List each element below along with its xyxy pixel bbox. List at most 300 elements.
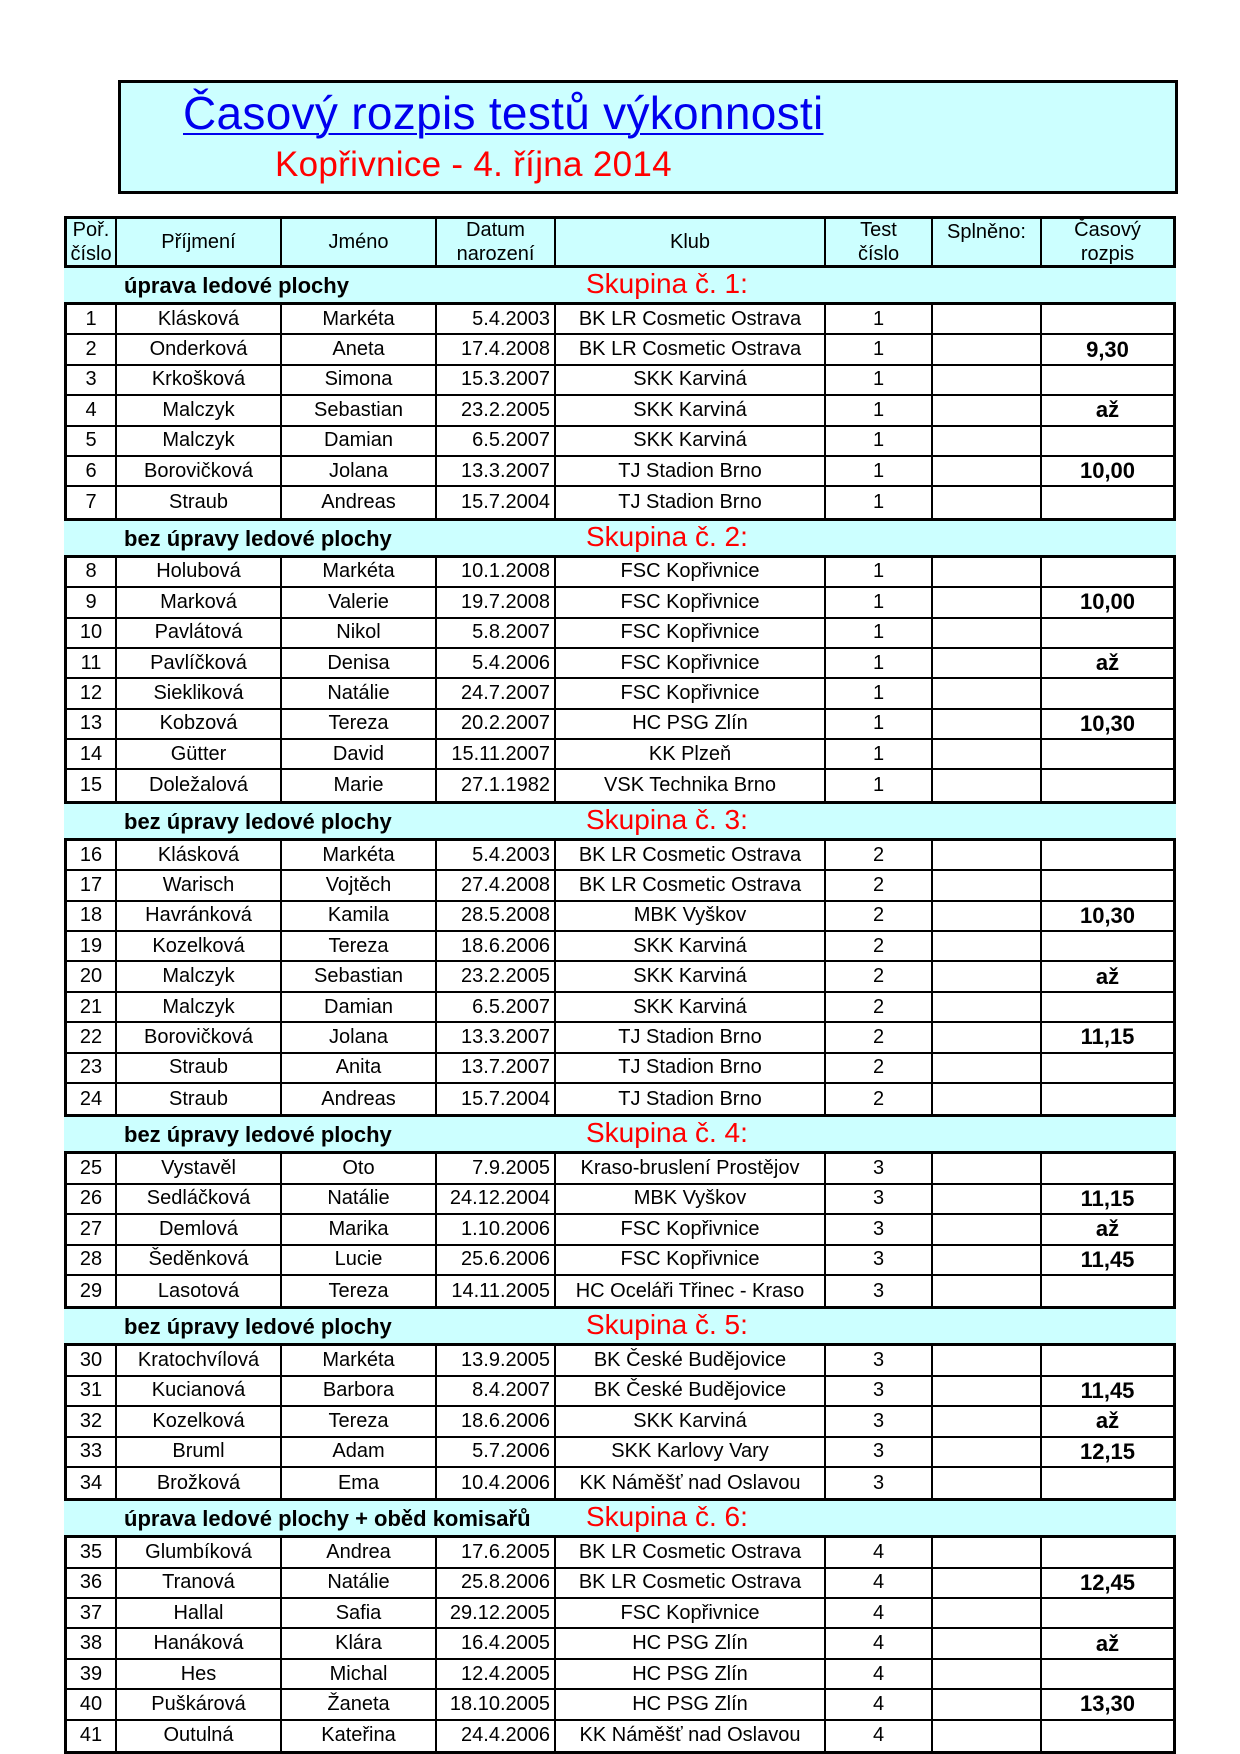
cell-club: HC Oceláři Třinec - Kraso <box>556 1276 826 1306</box>
cell-order-number: 4 <box>67 396 117 424</box>
group-name: Skupina č. 4: <box>586 1117 748 1149</box>
cell-surname: Tranová <box>117 1569 282 1597</box>
cell-club: BK LR Cosmetic Ostrava <box>556 871 826 899</box>
cell-completed <box>933 1660 1042 1688</box>
cell-completed <box>933 679 1042 707</box>
cell-club: KK Náměšť nad Oslavou <box>556 1721 826 1751</box>
cell-date-of-birth: 17.4.2008 <box>437 335 556 363</box>
table-row <box>67 1660 1173 1690</box>
table-row <box>67 1246 1173 1276</box>
cell-club: TJ Stadion Brno <box>556 1054 826 1082</box>
cell-surname: Pavlíčková <box>117 649 282 677</box>
cell-completed <box>933 1407 1042 1435</box>
cell-completed <box>933 1346 1042 1374</box>
cell-surname: Malczyk <box>117 396 282 424</box>
cell-order-number: 9 <box>67 588 117 616</box>
cell-surname: Straub <box>117 487 282 517</box>
cell-test-number: 3 <box>826 1468 933 1498</box>
cell-surname: Holubová <box>117 558 282 586</box>
cell-date-of-birth: 28.5.2008 <box>437 902 556 930</box>
cell-test-number: 4 <box>826 1629 933 1657</box>
cell-club: SKK Karviná <box>556 993 826 1021</box>
cell-surname: Glumbíková <box>117 1538 282 1566</box>
cell-club: BK LR Cosmetic Ostrava <box>556 841 826 869</box>
cell-time-schedule <box>1042 1084 1173 1114</box>
cell-completed <box>933 1084 1042 1114</box>
cell-order-number: 15 <box>67 770 117 800</box>
cell-time-schedule <box>1042 487 1173 517</box>
cell-test-number: 4 <box>826 1660 933 1688</box>
cell-order-number: 38 <box>67 1629 117 1657</box>
cell-surname: Kratochvílová <box>117 1346 282 1374</box>
cell-test-number: 4 <box>826 1569 933 1597</box>
cell-surname: Gütter <box>117 740 282 768</box>
cell-test-number: 3 <box>826 1276 933 1306</box>
cell-time-schedule: 11,15 <box>1080 1024 1135 1050</box>
cell-club: FSC Kopřivnice <box>556 558 826 586</box>
cell-time-schedule: až <box>1095 1408 1120 1434</box>
cell-test-number: 2 <box>826 1023 933 1051</box>
cell-order-number: 39 <box>67 1660 117 1688</box>
cell-completed <box>933 1468 1042 1498</box>
cell-test-number: 2 <box>826 1084 933 1114</box>
cell-time-schedule: 10,00 <box>1079 589 1136 615</box>
cell-order-number: 14 <box>67 740 117 768</box>
cell-completed <box>933 427 1042 455</box>
group-name: Skupina č. 5: <box>586 1309 748 1341</box>
cell-test-number: 3 <box>826 1154 933 1182</box>
cell-time-schedule: 11,45 <box>1080 1246 1135 1272</box>
cell-completed <box>933 932 1042 960</box>
cell-order-number: 10 <box>67 619 117 647</box>
cell-first-name: Kateřina <box>282 1721 437 1751</box>
cell-order-number: 27 <box>67 1215 117 1243</box>
cell-date-of-birth: 15.11.2007 <box>437 740 556 768</box>
group-header <box>64 1501 1176 1535</box>
group-ice-note: bez úpravy ledové plochy <box>124 808 392 834</box>
cell-club: FSC Kopřivnice <box>556 1599 826 1627</box>
cell-completed <box>933 588 1042 616</box>
cell-date-of-birth: 18.6.2006 <box>437 932 556 960</box>
cell-club: SKK Karviná <box>556 962 826 990</box>
cell-test-number: 3 <box>826 1377 933 1405</box>
cell-first-name: Barbora <box>282 1377 437 1405</box>
cell-test-number: 2 <box>826 993 933 1021</box>
group-name: Skupina č. 1: <box>586 268 748 299</box>
cell-completed <box>933 740 1042 768</box>
cell-first-name: Lucie <box>282 1246 437 1274</box>
group-ice-note: úprava ledové plochy + oběd komisařů <box>124 1506 531 1532</box>
cell-completed <box>933 1054 1042 1082</box>
cell-club: TJ Stadion Brno <box>556 1023 826 1051</box>
cell-time-schedule: až <box>1095 1630 1120 1656</box>
cell-order-number: 3 <box>67 366 117 394</box>
cell-order-number: 19 <box>67 932 117 960</box>
group-table <box>64 838 1176 1118</box>
cell-date-of-birth: 25.8.2006 <box>437 1569 556 1597</box>
cell-time-schedule <box>1042 427 1173 455</box>
cell-completed <box>933 649 1042 677</box>
cell-time-schedule <box>1042 740 1173 768</box>
table-row <box>67 649 1173 679</box>
cell-club: Kraso-bruslení Prostějov <box>556 1154 826 1182</box>
cell-completed <box>933 1569 1042 1597</box>
cell-order-number: 11 <box>67 649 117 677</box>
cell-order-number: 28 <box>67 1246 117 1274</box>
table-row <box>67 1690 1173 1720</box>
cell-test-number: 1 <box>826 740 933 768</box>
cell-time-schedule <box>1042 679 1173 707</box>
group-list <box>64 268 1176 1754</box>
cell-club: SKK Karlovy Vary <box>556 1438 826 1466</box>
cell-first-name: Markéta <box>282 841 437 869</box>
cell-club: HC PSG Zlín <box>556 1629 826 1657</box>
cell-test-number: 4 <box>826 1599 933 1627</box>
cell-completed <box>933 396 1042 424</box>
cell-date-of-birth: 25.6.2006 <box>437 1246 556 1274</box>
cell-date-of-birth: 29.12.2005 <box>437 1599 556 1627</box>
cell-completed <box>933 1023 1042 1051</box>
cell-surname: Šeděnková <box>117 1246 282 1274</box>
cell-test-number: 2 <box>826 1054 933 1082</box>
cell-completed <box>933 902 1042 930</box>
cell-completed <box>933 457 1042 485</box>
cell-time-schedule: 12,15 <box>1079 1438 1136 1464</box>
cell-first-name: Tereza <box>282 1276 437 1306</box>
cell-order-number: 26 <box>67 1185 117 1213</box>
header-surname: Příjmení <box>117 219 282 265</box>
cell-first-name: Natálie <box>282 1185 437 1213</box>
table-row <box>67 457 1173 487</box>
cell-completed <box>933 770 1042 800</box>
cell-club: TJ Stadion Brno <box>556 457 826 485</box>
cell-first-name: Markéta <box>282 558 437 586</box>
table-row <box>67 1468 1173 1498</box>
cell-completed <box>933 1438 1042 1466</box>
cell-first-name: Markéta <box>282 305 437 333</box>
cell-club: KK Plzeň <box>556 740 826 768</box>
cell-completed <box>933 1185 1042 1213</box>
table-row <box>67 1054 1173 1084</box>
cell-date-of-birth: 27.1.1982 <box>437 770 556 800</box>
cell-date-of-birth: 1.10.2006 <box>437 1215 556 1243</box>
cell-time-schedule <box>1042 1468 1173 1498</box>
cell-first-name: Markéta <box>282 1346 437 1374</box>
cell-test-number: 1 <box>826 366 933 394</box>
cell-test-number: 4 <box>826 1690 933 1718</box>
cell-completed <box>933 619 1042 647</box>
cell-completed <box>933 1276 1042 1306</box>
cell-date-of-birth: 27.4.2008 <box>437 871 556 899</box>
cell-surname: Straub <box>117 1084 282 1114</box>
cell-order-number: 20 <box>67 962 117 990</box>
group-name: Skupina č. 6: <box>586 1501 748 1533</box>
cell-date-of-birth: 10.1.2008 <box>437 558 556 586</box>
group-table <box>64 555 1176 804</box>
cell-order-number: 33 <box>67 1438 117 1466</box>
table-row <box>67 487 1173 517</box>
cell-test-number: 1 <box>826 558 933 586</box>
cell-completed <box>933 366 1042 394</box>
cell-date-of-birth: 5.7.2006 <box>437 1438 556 1466</box>
cell-surname: Puškárová <box>117 1690 282 1718</box>
cell-time-schedule <box>1042 1538 1173 1566</box>
cell-order-number: 13 <box>67 710 117 738</box>
table-row <box>67 1629 1173 1659</box>
cell-test-number: 1 <box>826 770 933 800</box>
cell-date-of-birth: 5.4.2003 <box>437 841 556 869</box>
cell-first-name: Nikol <box>282 619 437 647</box>
cell-time-schedule: 10,30 <box>1079 710 1136 736</box>
cell-first-name: Michal <box>282 1660 437 1688</box>
cell-date-of-birth: 10.4.2006 <box>437 1468 556 1498</box>
cell-date-of-birth: 23.2.2005 <box>437 396 556 424</box>
cell-surname: Siekliková <box>117 679 282 707</box>
cell-surname: Outulná <box>117 1721 282 1751</box>
table-row <box>67 366 1173 396</box>
cell-surname: Bruml <box>117 1438 282 1466</box>
cell-order-number: 32 <box>67 1407 117 1435</box>
cell-time-schedule: 11,45 <box>1080 1377 1135 1403</box>
cell-club: SKK Karviná <box>556 1407 826 1435</box>
cell-order-number: 6 <box>67 457 117 485</box>
cell-first-name: Andrea <box>282 1538 437 1566</box>
cell-first-name: Andreas <box>282 487 437 517</box>
cell-time-schedule <box>1042 366 1173 394</box>
cell-completed <box>933 487 1042 517</box>
cell-date-of-birth: 13.3.2007 <box>437 1023 556 1051</box>
cell-order-number: 25 <box>67 1154 117 1182</box>
cell-order-number: 24 <box>67 1084 117 1114</box>
cell-first-name: Safia <box>282 1599 437 1627</box>
table-row <box>67 993 1173 1023</box>
cell-surname: Havránková <box>117 902 282 930</box>
cell-time-schedule <box>1042 841 1173 869</box>
cell-time-schedule: až <box>1095 963 1120 989</box>
cell-club: FSC Kopřivnice <box>556 588 826 616</box>
group-header <box>64 1117 1176 1151</box>
cell-surname: Hallal <box>117 1599 282 1627</box>
cell-time-schedule: až <box>1095 397 1120 423</box>
cell-date-of-birth: 6.5.2007 <box>437 427 556 455</box>
cell-time-schedule <box>1042 558 1173 586</box>
cell-test-number: 1 <box>826 619 933 647</box>
table-row <box>67 1538 1173 1568</box>
cell-test-number: 2 <box>826 962 933 990</box>
cell-order-number: 7 <box>67 487 117 517</box>
cell-club: TJ Stadion Brno <box>556 1084 826 1114</box>
cell-first-name: Oto <box>282 1154 437 1182</box>
group-ice-note: bez úpravy ledové plochy <box>124 525 392 551</box>
table-row <box>67 305 1173 335</box>
cell-date-of-birth: 13.9.2005 <box>437 1346 556 1374</box>
cell-first-name: Vojtěch <box>282 871 437 899</box>
cell-time-schedule: až <box>1095 1216 1120 1242</box>
cell-test-number: 3 <box>826 1346 933 1374</box>
group-name: Skupina č. 3: <box>586 803 748 835</box>
table-row <box>67 588 1173 618</box>
cell-surname: Hanáková <box>117 1629 282 1657</box>
cell-first-name: Damian <box>282 993 437 1021</box>
cell-time-schedule <box>1042 1154 1173 1182</box>
cell-first-name: Klára <box>282 1629 437 1657</box>
cell-surname: Kobzová <box>117 710 282 738</box>
cell-surname: Malczyk <box>117 993 282 1021</box>
cell-first-name: Sebastian <box>282 962 437 990</box>
cell-test-number: 2 <box>826 902 933 930</box>
cell-surname: Demlová <box>117 1215 282 1243</box>
group-table <box>64 1535 1176 1754</box>
document-title[interactable]: Časový rozpis testů výkonnosti <box>183 87 824 139</box>
cell-first-name: Kamila <box>282 902 437 930</box>
cell-test-number: 3 <box>826 1215 933 1243</box>
cell-completed <box>933 305 1042 333</box>
table-row <box>67 396 1173 426</box>
table-row <box>67 1377 1173 1407</box>
cell-date-of-birth: 8.4.2007 <box>437 1377 556 1405</box>
header-completed: Splněno: <box>933 219 1042 265</box>
cell-surname: Onderková <box>117 335 282 363</box>
cell-test-number: 1 <box>826 710 933 738</box>
cell-club: BK České Budějovice <box>556 1346 826 1374</box>
cell-surname: Kozelková <box>117 932 282 960</box>
cell-surname: Malczyk <box>117 427 282 455</box>
cell-test-number: 2 <box>826 932 933 960</box>
cell-completed <box>933 962 1042 990</box>
table-row <box>67 932 1173 962</box>
cell-club: SKK Karviná <box>556 932 826 960</box>
cell-date-of-birth: 6.5.2007 <box>437 993 556 1021</box>
cell-order-number: 5 <box>67 427 117 455</box>
cell-first-name: Adam <box>282 1438 437 1466</box>
cell-test-number: 3 <box>826 1185 933 1213</box>
cell-test-number: 2 <box>826 871 933 899</box>
cell-completed <box>933 1629 1042 1657</box>
cell-completed <box>933 993 1042 1021</box>
cell-date-of-birth: 13.7.2007 <box>437 1054 556 1082</box>
cell-first-name: Jolana <box>282 457 437 485</box>
cell-date-of-birth: 18.10.2005 <box>437 1690 556 1718</box>
cell-time-schedule <box>1042 1721 1173 1751</box>
cell-time-schedule <box>1042 1599 1173 1627</box>
cell-first-name: Simona <box>282 366 437 394</box>
cell-club: FSC Kopřivnice <box>556 679 826 707</box>
cell-club: KK Náměšť nad Oslavou <box>556 1468 826 1498</box>
cell-test-number: 3 <box>826 1407 933 1435</box>
cell-order-number: 30 <box>67 1346 117 1374</box>
table-row <box>67 1346 1173 1376</box>
cell-order-number: 41 <box>67 1721 117 1751</box>
cell-date-of-birth: 14.11.2005 <box>437 1276 556 1306</box>
cell-date-of-birth: 15.3.2007 <box>437 366 556 394</box>
group-table <box>64 1343 1176 1501</box>
cell-order-number: 34 <box>67 1468 117 1498</box>
cell-first-name: Valerie <box>282 588 437 616</box>
document-subtitle: Kopřivnice - 4. října 2014 <box>275 145 672 184</box>
cell-time-schedule: 9,30 <box>1086 336 1129 362</box>
cell-time-schedule <box>1042 770 1173 800</box>
cell-club: MBK Vyškov <box>556 902 826 930</box>
cell-time-schedule: 10,30 <box>1079 902 1136 928</box>
header-time-schedule: Časový rozpis <box>1074 219 1141 265</box>
cell-surname: Vystavěl <box>117 1154 282 1182</box>
cell-first-name: Aneta <box>282 335 437 363</box>
cell-time-schedule <box>1042 1276 1173 1306</box>
cell-test-number: 1 <box>826 305 933 333</box>
cell-date-of-birth: 19.7.2008 <box>437 588 556 616</box>
group-name: Skupina č. 2: <box>586 520 748 552</box>
table-row <box>67 619 1173 649</box>
table-row <box>67 1023 1173 1053</box>
cell-first-name: Tereza <box>282 710 437 738</box>
cell-club: FSC Kopřivnice <box>556 649 826 677</box>
cell-test-number: 1 <box>826 396 933 424</box>
cell-test-number: 1 <box>826 588 933 616</box>
cell-time-schedule: 10,00 <box>1079 458 1136 484</box>
header-test-number: Test číslo <box>826 219 933 265</box>
cell-first-name: Natálie <box>282 679 437 707</box>
cell-date-of-birth: 5.4.2003 <box>437 305 556 333</box>
cell-completed <box>933 1599 1042 1627</box>
group-header <box>64 521 1176 555</box>
group-header <box>64 268 1176 302</box>
cell-time-schedule <box>1042 1054 1173 1082</box>
cell-completed <box>933 1377 1042 1405</box>
cell-surname: Malczyk <box>117 962 282 990</box>
table-row <box>67 1569 1173 1599</box>
cell-order-number: 8 <box>67 558 117 586</box>
cell-club: VSK Technika Brno <box>556 770 826 800</box>
cell-first-name: Marie <box>282 770 437 800</box>
cell-order-number: 23 <box>67 1054 117 1082</box>
cell-order-number: 35 <box>67 1538 117 1566</box>
cell-order-number: 29 <box>67 1276 117 1306</box>
cell-club: FSC Kopřivnice <box>556 619 826 647</box>
group-table <box>64 1151 1176 1309</box>
cell-surname: Warisch <box>117 871 282 899</box>
cell-surname: Marková <box>117 588 282 616</box>
cell-first-name: Anita <box>282 1054 437 1082</box>
cell-club: HC PSG Zlín <box>556 1660 826 1688</box>
cell-surname: Sedláčková <box>117 1185 282 1213</box>
cell-order-number: 18 <box>67 902 117 930</box>
cell-test-number: 1 <box>826 335 933 363</box>
cell-club: FSC Kopřivnice <box>556 1246 826 1274</box>
cell-test-number: 4 <box>826 1721 933 1751</box>
group-ice-note: úprava ledové plochy <box>124 273 349 298</box>
cell-first-name: Damian <box>282 427 437 455</box>
table-row <box>67 1407 1173 1437</box>
cell-completed <box>933 558 1042 586</box>
table-row <box>67 740 1173 770</box>
table-row <box>67 1721 1173 1751</box>
cell-date-of-birth: 20.2.2007 <box>437 710 556 738</box>
cell-surname: Doležalová <box>117 770 282 800</box>
cell-time-schedule: až <box>1095 650 1120 676</box>
cell-time-schedule <box>1042 993 1173 1021</box>
cell-time-schedule <box>1042 871 1173 899</box>
cell-time-schedule <box>1042 1660 1173 1688</box>
cell-first-name: Marika <box>282 1215 437 1243</box>
cell-surname: Brožková <box>117 1468 282 1498</box>
cell-time-schedule: 12,45 <box>1079 1569 1136 1595</box>
cell-club: SKK Karviná <box>556 366 826 394</box>
cell-date-of-birth: 5.4.2006 <box>437 649 556 677</box>
cell-order-number: 36 <box>67 1569 117 1597</box>
cell-date-of-birth: 13.3.2007 <box>437 457 556 485</box>
cell-date-of-birth: 15.7.2004 <box>437 1084 556 1114</box>
cell-club: MBK Vyškov <box>556 1185 826 1213</box>
